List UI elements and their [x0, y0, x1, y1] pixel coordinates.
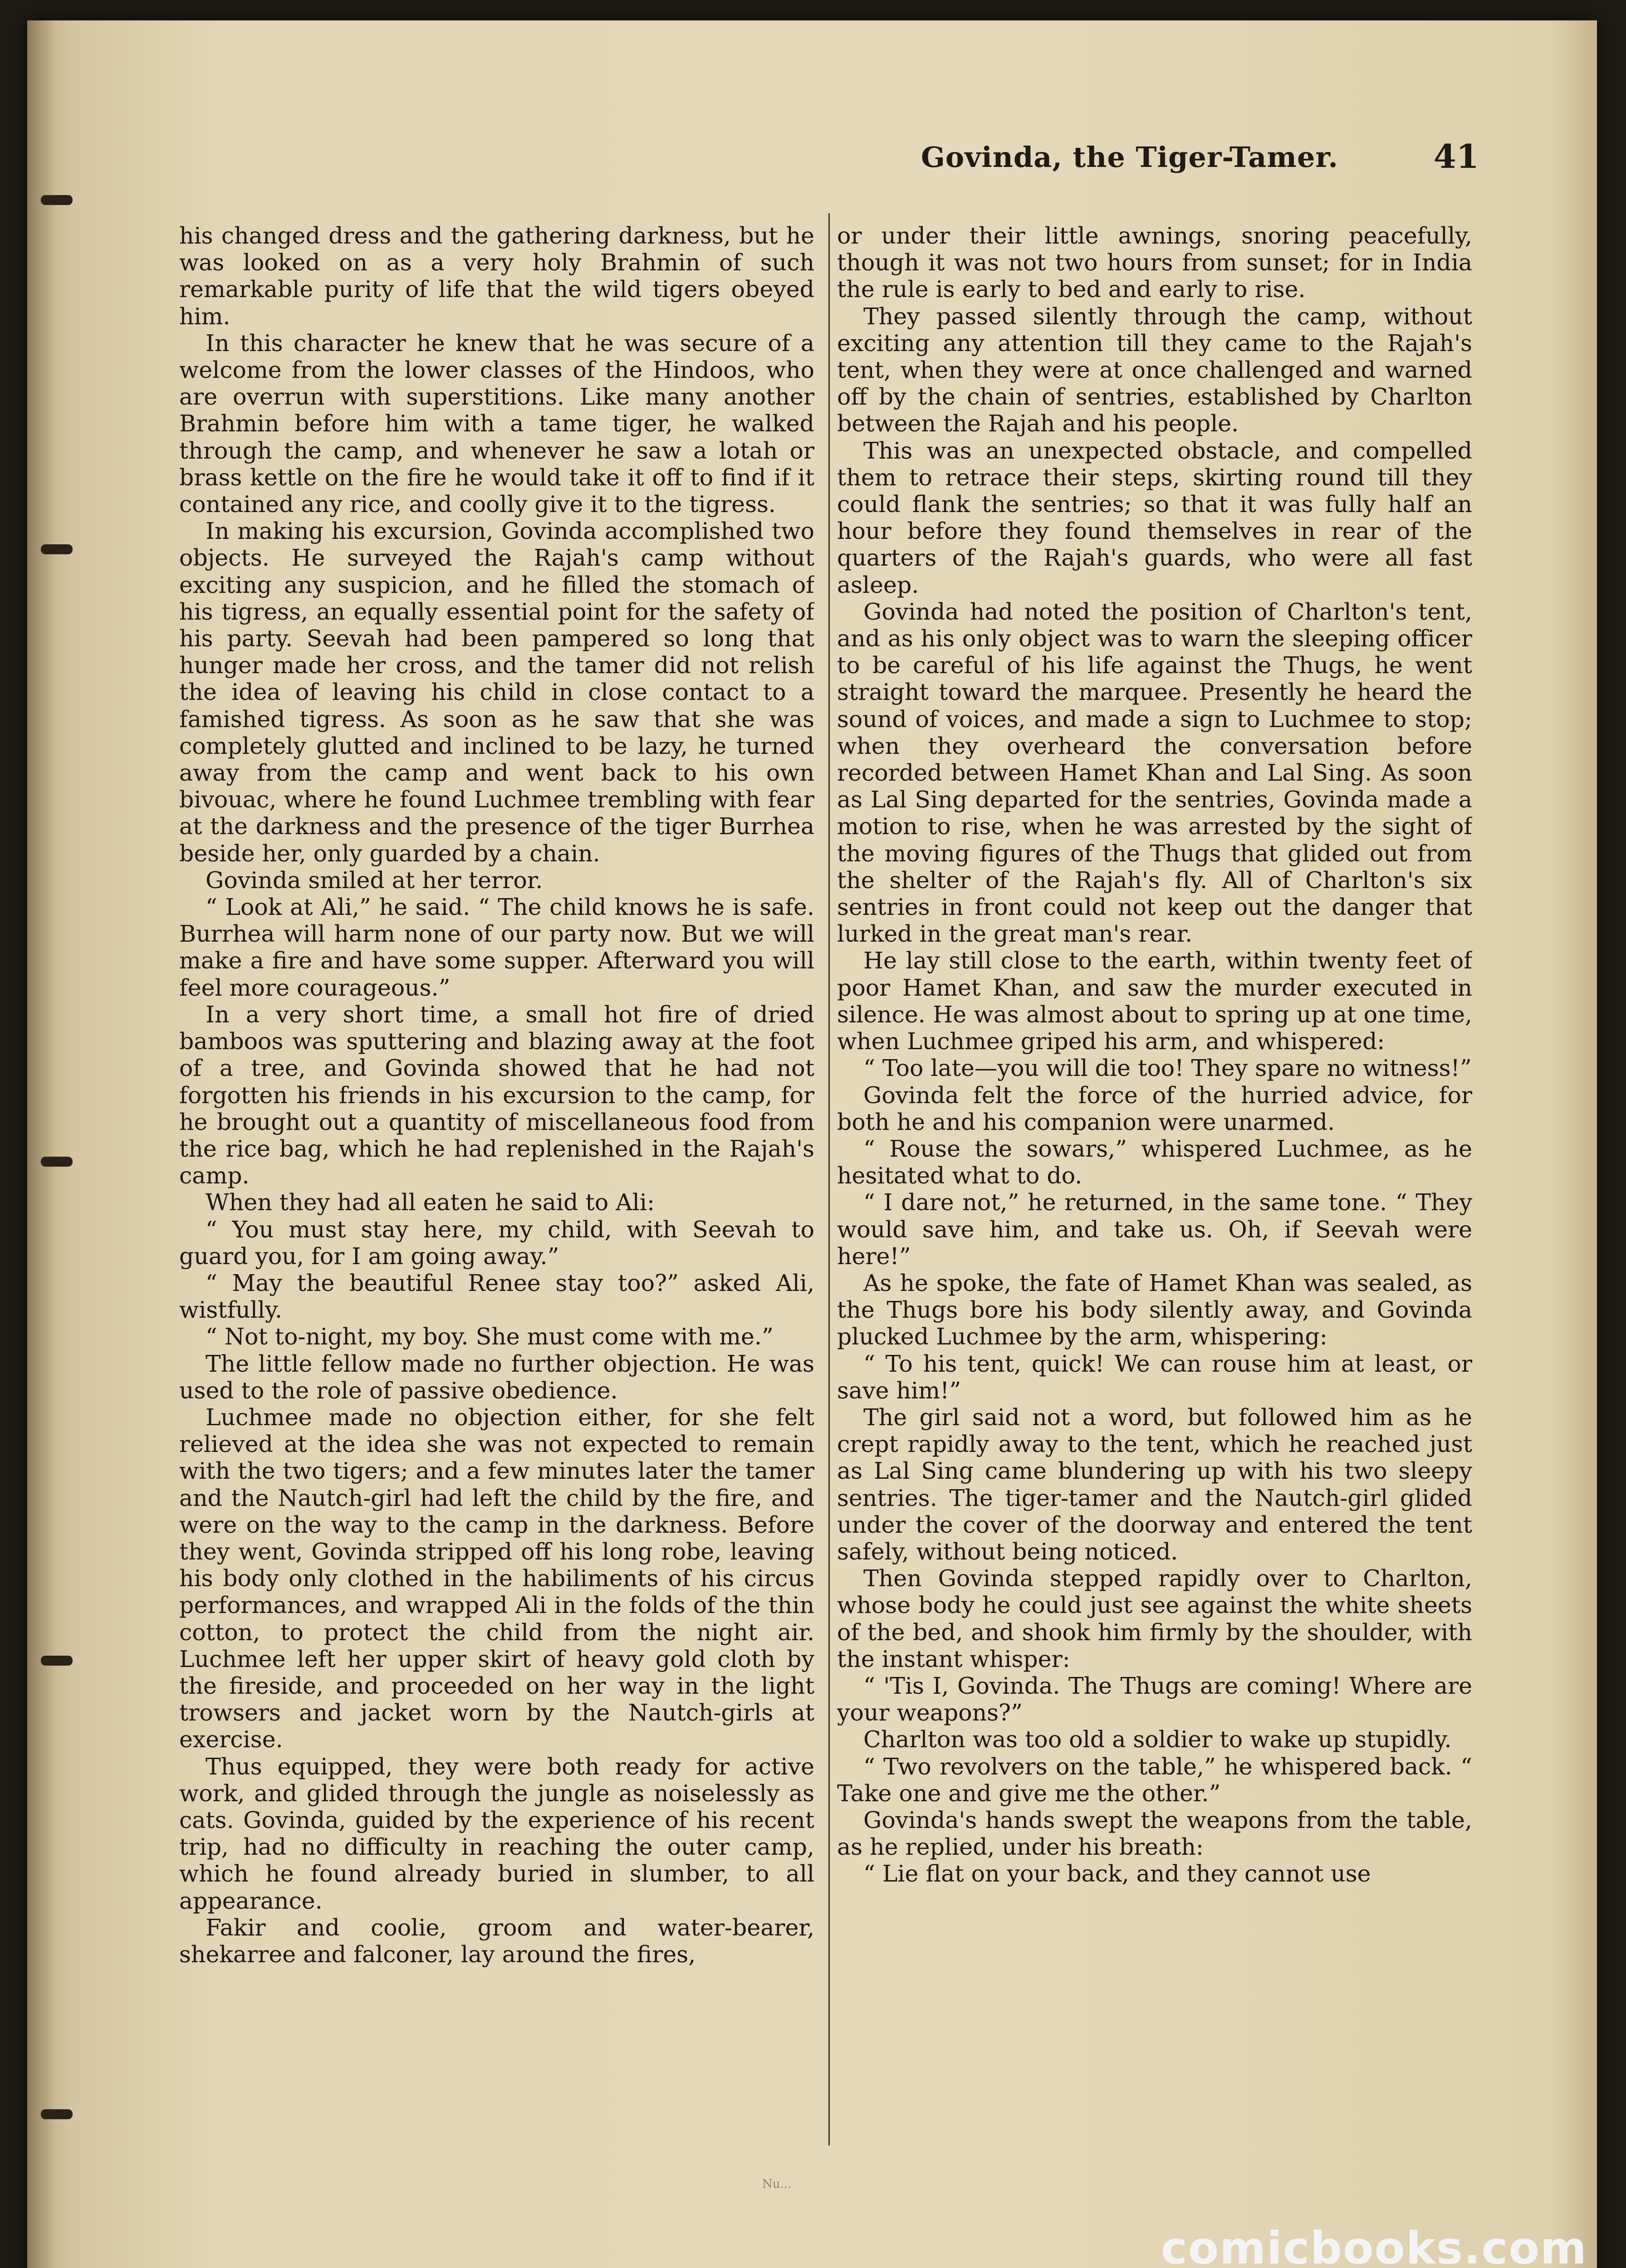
paragraph: “ Lie flat on your back, and they cannot use: [863, 1860, 1371, 1887]
binding-stitch-mark: [41, 1157, 73, 1167]
right-column: [837, 222, 1472, 2141]
binding-stitch-mark: [41, 544, 73, 554]
page-number: 41: [1433, 137, 1479, 176]
header-title: Govinda, the Tiger-Tamer.: [921, 141, 1338, 174]
paragraph: “ May the beautiful Renee stay too?” asked Ali, wistfully.: [179, 1269, 814, 1324]
paragraph: “ I dare not,” he returned, in the same tone. “ They would save him, and take us. Oh, if Seevah were here!”: [837, 1189, 1472, 1270]
paragraph: Thus equipped, they were both ready for active work, and glided through the jungle as noiselessly as cats. Govinda, guided by the experience of his recent trip, had no difficulty in reaching the outer camp, which he found already buried in slumber, to all appearance.: [179, 1753, 814, 1914]
binding-stitch-mark: [41, 195, 73, 205]
paragraph: This was an unexpected obstacle, and compelled them to retrace their steps, skirting round till they could flank the sentries; so that it was fully half an hour before they found themselves in rear of the quarters of the Rajah's guards, who were all fast asleep.: [837, 437, 1472, 598]
paragraph: “ Two revolvers on the table,” he whispered back. “ Take one and give me the other.”: [837, 1753, 1472, 1807]
binding-stitch-mark: [41, 2109, 73, 2119]
binding-stitch-mark: [41, 1656, 73, 1666]
paragraph: He lay still close to the earth, within twenty feet of poor Hamet Khan, and saw the murder executed in silence. He was almost about to spring up at one time, when Luchmee griped his arm, and whispered:: [837, 947, 1472, 1055]
paragraph: Govinda's hands swept the weapons from the table, as he replied, under his breath:: [837, 1806, 1472, 1861]
paragraph: Govinda smiled at her terror.: [206, 866, 543, 894]
bottom-mark: Nu...: [762, 2177, 792, 2191]
paragraph: Govinda felt the force of the hurried advice, for both he and his companion were unarmed.: [837, 1081, 1472, 1135]
paragraph: As he spoke, the fate of Hamet Khan was sealed, as the Thugs bore his body silently away, and Govinda plucked Luchmee by the arm, whispering:: [837, 1269, 1472, 1350]
paragraph: In making his excursion, Govinda accomplished two objects. He surveyed the Rajah's camp without exciting any suspicion, and he filled the stomach of his tigress, an equally essential point for the safety of his party. Seevah had been pampered so long that hunger made her cross, and the tamer did not relish the idea of leaving his child in close contact to a famished tigress. As soon as he saw that she was completely glutted and inclined to be lazy, he turned away from the camp and went back to his own bivouac, where he found Luchmee trembling with fear at the darkness and the presence of the tiger Burrhea beside her, only guarded by a chain.: [179, 518, 814, 867]
running-head: [172, 136, 1479, 191]
paragraph: “ Look at Ali,” he said. “ The child knows he is safe. Burrhea will harm none of our party now. But we will make a fire and have some supper. Afterward you will feel more courageous.”: [179, 894, 814, 1001]
paragraph: “ You must stay here, my child, with Seevah to guard you, for I am going away.”: [179, 1216, 814, 1270]
paragraph: When they had all eaten he said to Ali:: [206, 1189, 655, 1216]
paragraph: The little fellow made no further objection. He was used to the role of passive obedience.: [179, 1350, 814, 1404]
paragraph: In this character he knew that he was secure of a welcome from the lower classes of the Hindoos, who are overrun with superstitions. Like many another Brahmin before him with a tame tiger, he walked through the camp, and whenever he saw a lotah or brass kettle on the fire he would take it off to find if it contained any rice, and coolly give it to the tigress.: [179, 329, 814, 518]
paragraph: “ 'Tis I, Govinda. The Thugs are coming! Where are your weapons?”: [837, 1672, 1472, 1726]
paragraph: “ Rouse the sowars,” whispered Luchmee, as he hesitated what to do.: [837, 1135, 1472, 1189]
paragraph: In a very short time, a small hot fire of dried bamboos was sputtering and blazing away at the foot of a tree, and Govinda showed that he had not forgotten his friends in his excursion to the camp, for he brought out a quantity of miscellaneous food from the rice bag, which he had replenished in the Rajah's camp.: [179, 1001, 814, 1189]
paragraph: Charlton was too old a soldier to wake up stupidly.: [863, 1726, 1452, 1753]
paragraph: The girl said not a word, but followed him as he crept rapidly away to the tent, which he reached just as Lal Sing came blundering up with his two sleepy sentries. The tiger-tamer and the Nautch-girl glided under the cover of the doorway and entered the tent safely, without being noticed.: [837, 1403, 1472, 1565]
binding-gutter: [27, 20, 54, 2268]
paragraph: “ Not to-night, my boy. She must come with me.”: [206, 1323, 774, 1350]
paragraph: “ Too late—you will die too! They spare no witness!”: [863, 1055, 1472, 1082]
column-divider: [828, 213, 830, 2146]
paragraph: his changed dress and the gathering darkness, but he was looked on as a very holy Brahmin of such remarkable purity of life that the wild tigers obeyed him.: [179, 222, 814, 330]
paragraph: or under their little awnings, snoring peacefully, though it was not two hours from sunset; for in India the rule is early to bed and early to rise.: [837, 222, 1472, 303]
paragraph: Then Govinda stepped rapidly over to Charlton, whose body he could just see against the white sheets of the bed, and shook him firmly by the shoulder, with the instant whisper:: [837, 1565, 1472, 1672]
paragraph: Fakir and coolie, groom and water-bearer, shekarree and falconer, lay around the fires,: [179, 1914, 814, 1968]
paragraph: “ To his tent, quick! We can rouse him at least, or save him!”: [837, 1350, 1472, 1404]
left-column: [179, 222, 814, 2141]
paragraph: They passed silently through the camp, without exciting any attention till they came to the Rajah's tent, when they were at once challenged and warned off by the chain of sentries, established by Charlton between the Rajah and his people.: [837, 303, 1472, 437]
paragraph: Govinda had noted the position of Charlton's tent, and as his only object was to warn the sleeping officer to be careful of his life against the Thugs, he went straight toward the marquee. Presently he heard the sound of voices, and made a sign to Luchmee to stop; when they overheard the conversation before recorded between Hamet Khan and Lal Sing. As soon as Lal Sing departed for the sentries, Govinda made a motion to rise, when he was arrested by the sight of the moving figures of the Thugs that glided out from the shelter of the Rajah's fly. All of Charlton's six sentries in front could not keep out the danger that lurked in the great man's rear.: [837, 598, 1472, 948]
paragraph: Luchmee made no objection either, for she felt relieved at the idea she was not expected to remain with the two tigers; and a few minutes later the tamer and the Nautch-girl had left the child by the fire, and were on the way to the camp in the darkness. Before they went, Govinda stripped off his long robe, leaving his body only clothed in the habiliments of his circus performances, and wrapped Ali in the folds of the thin cotton, to protect the child from the night air. Luchmee left her upper skirt of heavy gold cloth by the fireside, and proceeded on her way in the light trowsers and jacket worn by the Nautch-girls at exercise.: [179, 1403, 814, 1753]
watermark: comicbooks.com: [1161, 2223, 1587, 2268]
